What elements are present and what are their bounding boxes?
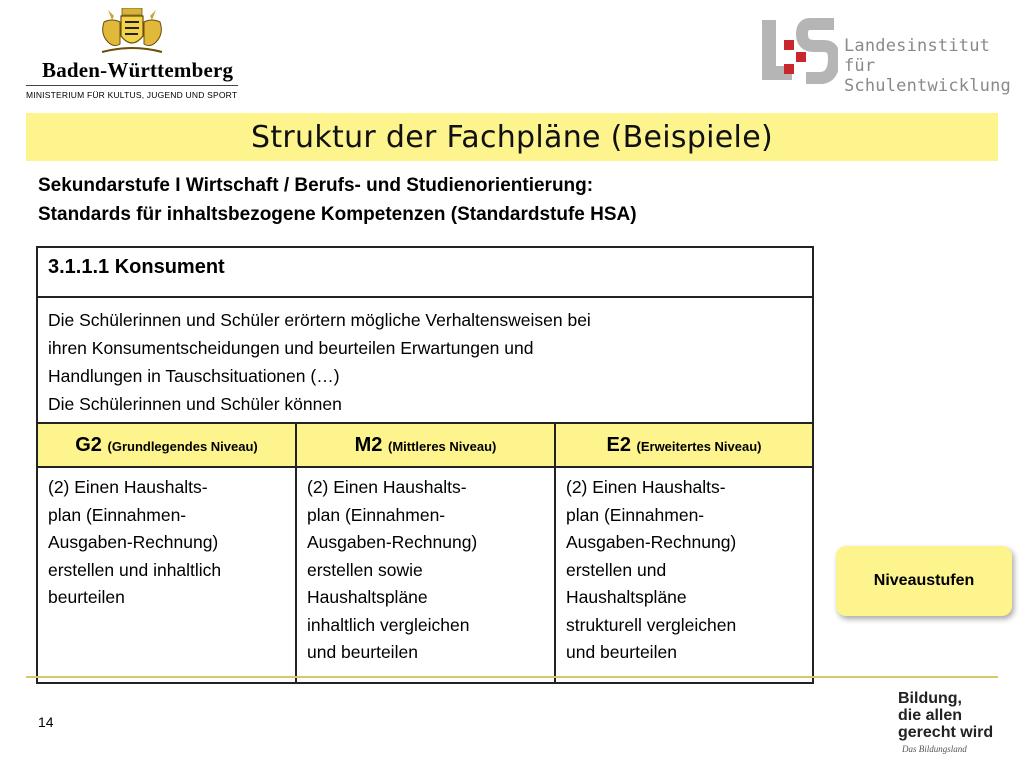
standards-table (36, 246, 814, 684)
content-cell-e2 (555, 467, 813, 683)
description-line: Handlungen in Tauschsituationen (…) (48, 366, 340, 386)
content-line: Haushaltspläne (566, 587, 687, 607)
description-line: Die Schülerinnen und Schüler können (48, 394, 342, 414)
niveaustufen-button[interactable]: Niveaustufen (836, 546, 1012, 616)
content-line: strukturell vergleichen (566, 614, 737, 635)
state-name: Baden-Württemberg (42, 58, 234, 82)
content-line: erstellen und inhaltlich (48, 559, 222, 580)
page-title: Struktur der Fachpläne (Beispiele) (251, 119, 773, 155)
logo-divider (26, 85, 238, 86)
coat-of-arms-icon (94, 8, 170, 56)
table-description (37, 297, 813, 423)
content-cell-m2 (296, 467, 555, 683)
level-name: (Erweitertes Niveau) (636, 438, 762, 454)
ls-line2: für Schulentwicklung (844, 56, 1011, 96)
ls-line1: Landesinstitut (844, 36, 991, 56)
level-header-m2 (296, 423, 555, 467)
ls-logo-text (844, 36, 1011, 96)
content-line: Ausgaben-Rechnung) (48, 532, 219, 552)
level-code: E2 (606, 433, 631, 456)
description-line: ihren Konsumentscheidungen und beurteilen Erwartungen und (48, 338, 534, 358)
content-line: Ausgaben-Rechnung) (307, 532, 478, 552)
slogan-line: Bildung, (898, 690, 962, 707)
subtitle-line-2: Standards für inhaltsbezogene Kompetenzen (Standardstufe HSA) (38, 204, 637, 225)
content-line: erstellen sowie (307, 559, 423, 580)
subtitle (38, 171, 637, 229)
bildung-slogan (898, 690, 993, 741)
ministry-name: MINISTERIUM FÜR KULTUS, JUGEND UND SPORT (26, 90, 238, 100)
table-heading: 3.1.1.1 Konsument (37, 247, 813, 297)
content-line: plan (Einnahmen- (307, 504, 446, 525)
level-name: (Mittleres Niveau) (387, 438, 497, 454)
footer-divider (26, 676, 998, 678)
level-name: (Grundlegendes Niveau) (107, 438, 258, 454)
content-line: plan (Einnahmen- (48, 504, 187, 525)
level-header-g2 (37, 423, 296, 467)
content-line: inhaltlich vergleichen (307, 614, 470, 635)
content-line: beurteilen (48, 587, 125, 607)
subtitle-line-1: Sekundarstufe I Wirtschaft / Berufs- und Studienorientierung: (38, 175, 594, 196)
level-code: M2 (354, 433, 383, 456)
content-line: (2) Einen Haushalts- (48, 477, 208, 497)
content-line: Ausgaben-Rechnung) (566, 532, 737, 552)
content-line: Haushaltspläne (307, 587, 428, 607)
content-line: und beurteilen (307, 642, 418, 662)
content-cell-g2 (37, 467, 296, 683)
description-line: Die Schülerinnen und Schüler erörtern mögliche Verhaltensweisen bei (48, 310, 591, 330)
content-line: (2) Einen Haushalts- (566, 477, 726, 497)
content-line: (2) Einen Haushalts- (307, 477, 467, 497)
page-number: 14 (38, 714, 54, 730)
content-line: und beurteilen (566, 642, 677, 662)
baden-wuerttemberg-logo (24, 8, 254, 100)
title-bar (26, 113, 998, 161)
landesinstitut-logo (760, 18, 1011, 96)
content-line: erstellen und (566, 559, 667, 580)
bildungsland-signature: Das Bildungsland (902, 744, 967, 754)
level-header-e2 (555, 423, 813, 467)
ls-logo-icon (760, 18, 838, 84)
slogan-line: gerecht wird (898, 724, 994, 741)
content-line: plan (Einnahmen- (566, 504, 705, 525)
level-code: G2 (75, 433, 102, 456)
slogan-line: die allen (898, 707, 963, 724)
